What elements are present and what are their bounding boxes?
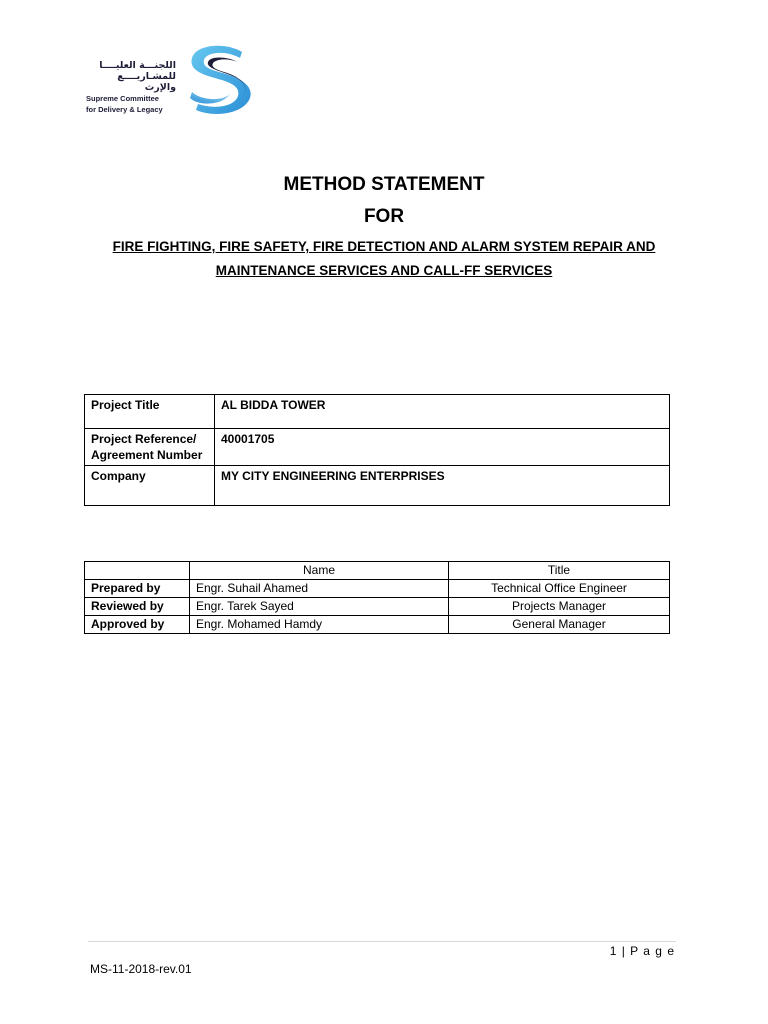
table-row [85, 429, 670, 466]
company-value: MY CITY ENGINEERING ENTERPRISES [215, 466, 670, 506]
logo-arabic-line-1: اللجنـــة العليــــا [99, 60, 176, 71]
document-title: METHOD STATEMENT [283, 174, 485, 195]
table-row [85, 466, 670, 506]
signoff-title: General Manager [449, 616, 670, 634]
signoff-header-name: Name [190, 562, 449, 580]
supreme-committee-logo [86, 40, 262, 120]
project-reference-label-line-2: Agreement Number [91, 448, 203, 462]
table-row [85, 580, 670, 598]
project-info-table [84, 394, 670, 506]
signoff-name: Engr. Mohamed Hamdy [190, 616, 449, 634]
company-label: Company [85, 466, 215, 506]
footer-divider [88, 941, 676, 942]
signoff-name: Engr. Suhail Ahamed [190, 580, 449, 598]
signoff-role: Approved by [85, 616, 190, 634]
logo-english-line-1: Supreme Committee [86, 94, 159, 103]
document-reference: MS-11-2018-rev.01 [90, 962, 192, 976]
logo-english-line-2: for Delivery & Legacy [86, 104, 163, 114]
project-reference-value: 40001705 [215, 429, 670, 466]
sc-emblem-icon [178, 44, 256, 116]
project-title-value: AL BIDDA TOWER [215, 395, 670, 429]
logo-wordmark [86, 60, 176, 114]
table-row [85, 616, 670, 634]
document-subtitle-line-2: MAINTENANCE SERVICES AND CALL-FF SERVICES [215, 263, 553, 278]
logo-arabic-line-2: للمشـاريــــع والإرث [117, 71, 176, 93]
table-row [85, 598, 670, 616]
signoff-header-row [85, 562, 670, 580]
project-title-label: Project Title [85, 395, 215, 429]
document-subtitle-line-1: FIRE FIGHTING, FIRE SAFETY, FIRE DETECTION AND ALARM SYSTEM REPAIR AND [112, 239, 656, 254]
page-number: 1 | P a g e [609, 944, 675, 958]
table-row [85, 395, 670, 429]
document-subtitle [0, 235, 768, 283]
signoff-role: Reviewed by [85, 598, 190, 616]
signoff-title: Projects Manager [449, 598, 670, 616]
project-reference-label-line-1: Project Reference/ [91, 432, 197, 446]
signoff-table [84, 561, 670, 634]
signoff-name: Engr. Tarek Sayed [190, 598, 449, 616]
signoff-header-title: Title [449, 562, 670, 580]
signoff-role: Prepared by [85, 580, 190, 598]
signoff-title: Technical Office Engineer [449, 580, 670, 598]
project-reference-label [85, 429, 215, 466]
signoff-header-blank [85, 562, 190, 580]
document-title-for: FOR [363, 206, 405, 227]
